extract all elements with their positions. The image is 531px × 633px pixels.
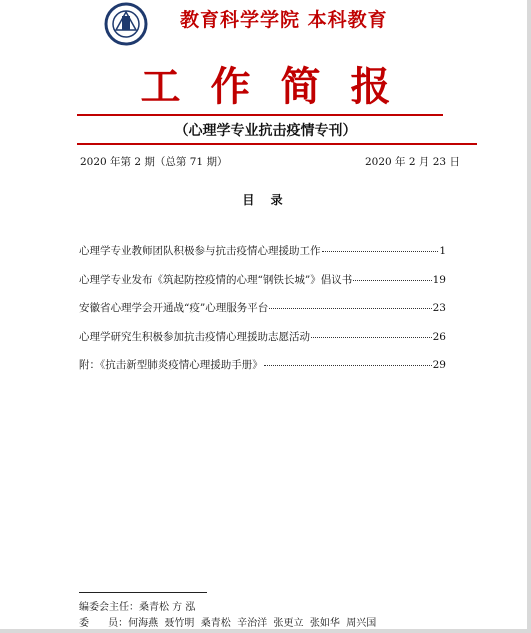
toc-entry-title: 心理学研究生积极参加抗击疫情心理援助志愿活动 [79,330,310,343]
toc-entry-title: 心理学专业发布《筑起防控疫情的心理“钢铁长城”》倡议书 [79,273,353,286]
toc-entry-page: 19 [432,273,446,286]
toc-leader [264,364,432,366]
toc-entry[interactable] [79,357,446,386]
toc-leader [322,250,439,252]
table-of-contents [79,243,446,386]
university-seal-logo [92,2,160,46]
toc-entry[interactable] [79,329,446,358]
toc-entry[interactable] [79,243,446,272]
toc-leader [269,307,431,309]
toc-entry-page: 29 [432,359,446,371]
editorial-board-members: 委 员：何海燕 聂竹明 桑青松 辛治洋 张更立 张如华 周兴国 [79,618,377,629]
toc-entry-title: 安徽省心理学会开通战“疫”心理服务平台 [79,302,269,314]
editorial-board-chief: 编委会主任：桑青松 方 泓 [79,602,196,613]
toc-entry-page: 23 [432,302,446,314]
issue-number: 2020 年第 2 期（总第 71 期） [80,156,228,168]
footer-rule [79,592,207,593]
issue-date: 2020 年 2 月 23 日 [365,156,460,168]
toc-entry-title: 心理学专业教师团队积极参与抗击疫情心理援助工作 [79,245,321,257]
toc-entry[interactable] [79,300,446,329]
toc-entry-page: 1 [439,245,446,257]
toc-entry-page: 26 [432,330,446,343]
title-rule [77,114,443,116]
college-header: 教育科学学院 本科教育 [180,9,388,31]
subtitle-rule [77,143,477,145]
toc-leader [353,279,431,281]
toc-entry-title: 附：《抗击新型肺炎疫情心理援助手册》 [79,359,263,371]
page-edge-bottom [0,629,531,633]
toc-entry[interactable] [79,272,446,301]
toc-heading: 目 录 [242,193,289,207]
special-issue-subtitle: （心理学专业抗击疫情专刊） [174,123,357,139]
toc-leader [311,336,432,338]
bulletin-title: 工作简报 [140,63,421,110]
